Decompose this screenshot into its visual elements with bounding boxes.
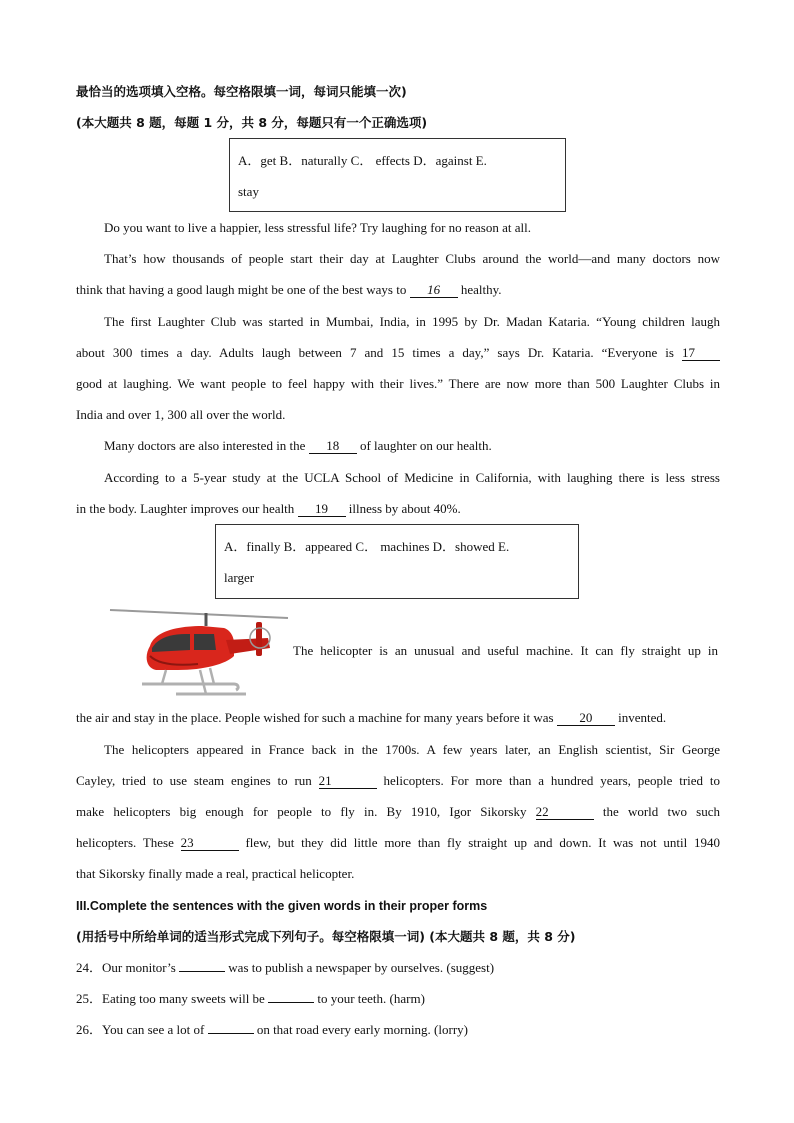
text-segment: helicopters. For more than a hundred years, people tried to	[376, 773, 721, 788]
text-segment: to your teeth. (harm)	[314, 991, 425, 1006]
blank-21[interactable]: 21	[319, 773, 377, 789]
passage2-paragraph-2-line-2	[76, 772, 720, 790]
answer-blank-25[interactable]	[268, 1002, 314, 1003]
answer-blank-24[interactable]	[179, 971, 225, 972]
helicopter-image	[106, 604, 292, 700]
passage1-paragraph-3-line-3: good at laughing. We want people to feel happy with their lives.” There are now more than 500 Laughter Clubs in	[76, 376, 720, 391]
passage2-paragraph-1-line-2	[76, 709, 720, 727]
blank-17[interactable]: 17	[682, 345, 720, 361]
text-segment: of laughter on our health.	[356, 438, 492, 453]
text-segment: illness by about 40%.	[345, 501, 461, 516]
text-segment: invented.	[614, 710, 667, 725]
text-segment: in the body. Laughter improves our health	[76, 501, 298, 516]
passage1-paragraph-1: Do you want to live a happier, less stressful life? Try laughing for no reason at all.	[104, 220, 531, 235]
blank-22[interactable]: 22	[536, 804, 594, 820]
section-3-subheading: (用括号中所给单词的适当形式完成下列句子。每空格限填一词) (本大题共 8 题，共 8 分)	[76, 929, 576, 944]
word-bank-1-line-2: stay	[238, 184, 259, 199]
passage1-paragraph-5-line-2	[76, 500, 720, 518]
text-segment: the world two such	[593, 804, 720, 819]
text-segment: think that having a good laugh might be one of the best ways to	[76, 282, 410, 297]
instruction-line-1: 最恰当的选项填入空格。每空格限填一词，每词只能填一次)	[76, 84, 407, 99]
word-bank-box-1	[229, 138, 566, 212]
passage1-paragraph-2-line-2	[76, 281, 720, 299]
section-3-heading: III.Complete the sentences with the given words in their proper forms	[76, 899, 488, 913]
passage1-paragraph-4	[104, 437, 720, 455]
text-segment: 25．Eating too many sweets will be	[76, 991, 269, 1006]
text-segment: Many doctors are also interested in the	[104, 438, 309, 453]
passage1-paragraph-3-line-4: India and over 1, 300 all over the world.	[76, 407, 286, 422]
text-segment: the air and stay in the place. People wished for such a machine for many years before it was	[76, 710, 557, 725]
text-segment: on that road every early morning. (lorry)	[253, 1022, 468, 1037]
passage1-paragraph-3-line-2	[76, 344, 720, 362]
instruction-line-2: (本大题共 8 题，每题 1 分，共 8 分，每题只有一个正确选项)	[76, 115, 428, 130]
passage2-paragraph-2-line-3	[76, 803, 720, 821]
word-bank-box-2	[215, 524, 579, 599]
blank-16[interactable]: 16	[410, 282, 458, 298]
blank-18[interactable]: 18	[309, 438, 357, 454]
text-segment: helicopters. These	[76, 835, 181, 850]
text-segment: about 300 times a day. Adults laugh between 7 and 15 times a day,” says Dr. Kataria. “Everyone is	[76, 345, 682, 360]
blank-20[interactable]: 20	[557, 710, 615, 726]
text-segment: make helicopters big enough for people to fly in. By 1910, Igor Sikorsky	[76, 804, 536, 819]
passage1-paragraph-3-line-1: The first Laughter Club was started in Mumbai, India, in 1995 by Dr. Madan Kataria. “Young children laugh	[104, 314, 720, 329]
text-segment: 26．You can see a lot of	[76, 1022, 208, 1037]
passage2-paragraph-2-line-5: that Sikorsky finally made a real, practical helicopter.	[76, 866, 355, 881]
passage2-paragraph-1-line-1: The helicopter is an unusual and useful machine. It can fly straight up in	[293, 643, 718, 658]
answer-blank-26[interactable]	[208, 1033, 254, 1034]
passage1-paragraph-5-line-1: According to a 5-year study at the UCLA School of Medicine in California, with laughing there is less stress	[104, 470, 720, 485]
passage2-paragraph-2-line-1: The helicopters appeared in France back in the 1700s. A few years later, an English scientist, Sir George	[104, 742, 720, 757]
question-26	[76, 1021, 720, 1039]
question-25	[76, 990, 720, 1008]
text-segment: Cayley, tried to use steam engines to run	[76, 773, 319, 788]
passage1-paragraph-2-line-1: That’s how thousands of people start their day at Laughter Clubs around the world—and many doctors now	[104, 251, 720, 266]
text-segment: 24．Our monitor’s	[76, 960, 180, 975]
text-segment: was to publish a newspaper by ourselves. (suggest)	[225, 960, 495, 975]
word-bank-2-line-2: larger	[224, 570, 255, 585]
text-segment: healthy.	[457, 282, 502, 297]
text-segment: flew, but they did little more than fly straight up and down. It was not until 1940	[238, 835, 721, 850]
blank-23[interactable]: 23	[181, 835, 239, 851]
blank-19[interactable]: 19	[298, 501, 346, 517]
passage2-paragraph-2-line-4	[76, 834, 720, 852]
word-bank-1-line-1: A．get B．naturally C． effects D．against E.	[238, 153, 487, 168]
word-bank-2-line-1: A．finally B．appeared C． machines D．showed E.	[224, 539, 510, 554]
question-24	[76, 959, 720, 977]
